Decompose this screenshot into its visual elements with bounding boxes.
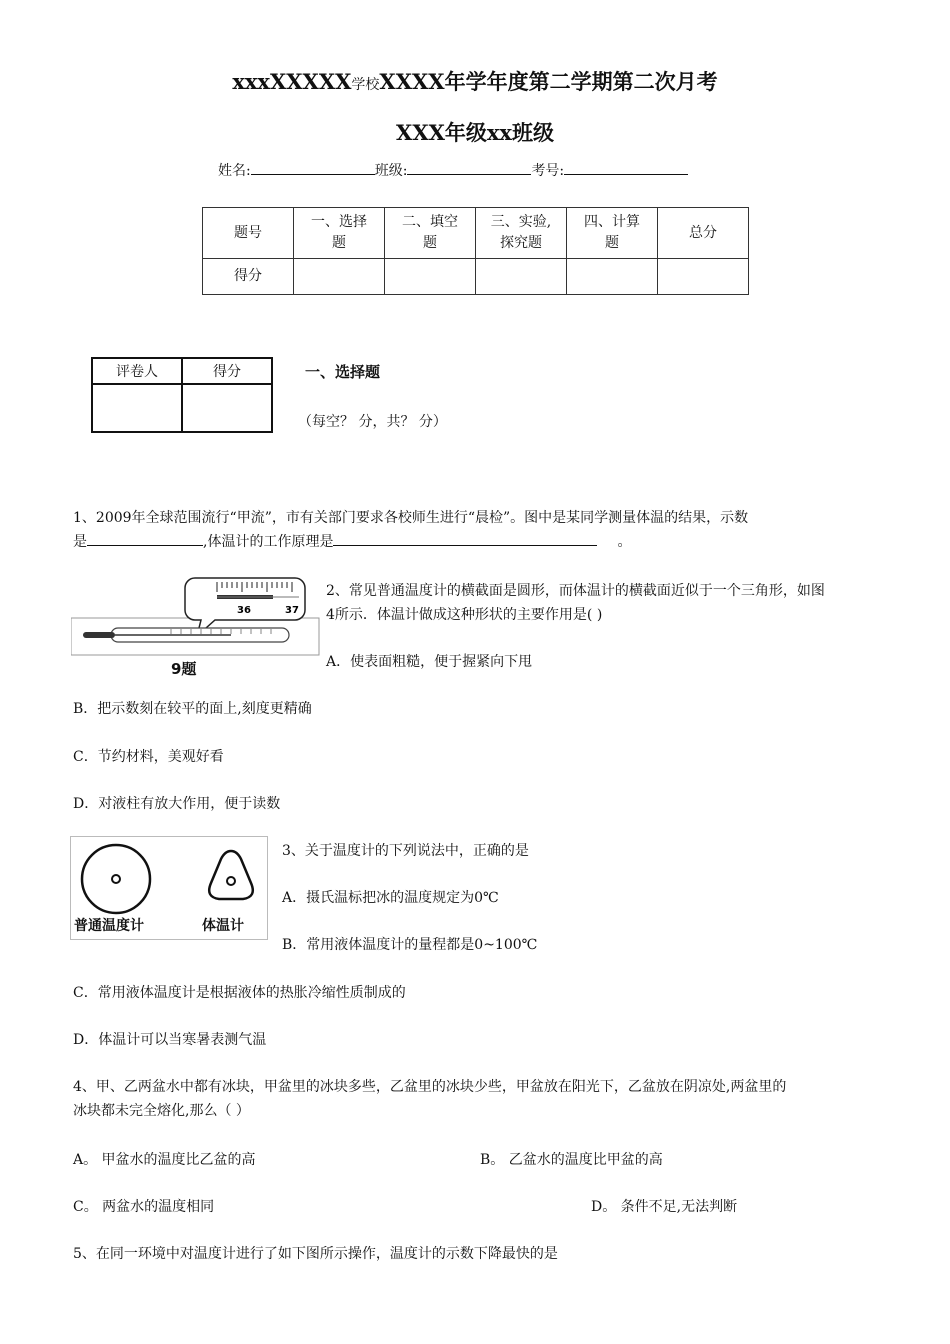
scale-label-37: 37 — [285, 605, 299, 616]
score-cell[interactable] — [658, 259, 749, 295]
question-4-option-a[interactable]: A。 甲盆水的温度比乙盆的高 — [73, 1152, 256, 1168]
question-1-line2: 是 ,体温计的工作原理是 。 — [73, 530, 883, 554]
score-table-header-row — [203, 208, 749, 259]
q1-blank-principle[interactable] — [333, 531, 597, 546]
header-cell: 题号 — [203, 208, 294, 259]
question-2-stem: 2、常见普通温度计的横截面是圆形，而体温计的横截面近似于一个三角形，如图 4所示．体温计做成这种形状的主要作用是( ) — [326, 583, 825, 623]
question-2-option-d[interactable]: D．对液柱有放大作用，便于读数 — [73, 796, 281, 812]
score-table — [202, 207, 749, 295]
question-4-option-d[interactable]: D。 条件不足,无法判断 — [591, 1199, 738, 1215]
row-label: 得分 — [203, 259, 294, 295]
name-field[interactable] — [251, 160, 375, 175]
question-3-stem: 3、关于温度计的下列说法中，正确的是 — [282, 843, 529, 859]
question-2-option-b[interactable]: B．把示数刻在较平的面上,刻度更精确 — [73, 701, 312, 717]
question-3-option-b[interactable]: B．常用液体温度计的量程都是0~100℃ — [282, 937, 538, 953]
section-title: 一、选择题 — [305, 363, 381, 381]
question-3-option-a[interactable]: A．摄氏温标把冰的温度规定为0℃ — [282, 890, 499, 906]
question-5-stem: 5、在同一环境中对温度计进行了如下图所示操作，温度计的示数下降最快的是 — [73, 1246, 558, 1262]
score-cell[interactable] — [294, 259, 385, 295]
grader-header: 评卷人 — [92, 358, 182, 384]
exam-title — [0, 66, 950, 96]
exam-no-label: 考号: — [531, 163, 565, 179]
ordinary-thermometer-caption: 普通温度计 — [74, 918, 144, 934]
class-field[interactable] — [407, 160, 531, 175]
score-cell[interactable] — [567, 259, 658, 295]
score-table-score-row — [203, 259, 749, 295]
section-note: （每空？ 分，共？ 分） — [298, 414, 447, 430]
q1-blank-reading[interactable] — [87, 531, 203, 546]
question-4-stem: 4、甲、乙两盆水中都有冰块，甲盆里的冰块多些，乙盆里的冰块少些，甲盆放在阳光下，乙盆放在阴凉处,两盆里的 冰块都未完全熔化,那么（ ） — [73, 1079, 787, 1119]
score-cell[interactable] — [385, 259, 476, 295]
header-cell: 总分 — [658, 208, 749, 259]
question-1 — [73, 506, 883, 554]
thermometer-caption: 9题 — [171, 660, 197, 678]
cross-section-figure — [70, 836, 268, 940]
question-1-line1: 1、2009年全球范围流行“甲流”，市有关部门要求各校师生进行“晨检”。图中是某同学测量体温的结果，示数 — [73, 510, 749, 526]
grader-cell[interactable] — [92, 384, 182, 432]
question-3-option-d[interactable]: D．体温计可以当寒暑表测气温 — [73, 1032, 267, 1048]
grader-score-cell[interactable] — [182, 384, 272, 432]
header-cell: 四、计算题 — [567, 208, 658, 259]
question-2-option-a[interactable]: A．使表面粗糙，便于握紧向下甩 — [326, 654, 533, 670]
title-school-name: xxxXXXXX — [232, 69, 352, 94]
question-3-option-c[interactable]: C．常用液体温度计是根据液体的热胀冷缩性质制成的 — [73, 985, 406, 1001]
title-exam-name: XXXX年学年度第二学期第二次月考 — [379, 69, 718, 94]
question-2-option-c[interactable]: C．节约材料，美观好看 — [73, 749, 224, 765]
exam-subtitle: XXX年级xx班级 — [396, 120, 554, 145]
header-cell: 二、填空题 — [385, 208, 476, 259]
header-cell: 一、选择题 — [294, 208, 385, 259]
question-4-option-b[interactable]: B。 乙盆水的温度比甲盆的高 — [480, 1152, 663, 1168]
scale-label-36: 36 — [237, 605, 251, 616]
score-cell[interactable] — [476, 259, 567, 295]
question-4-option-c[interactable]: C。 两盆水的温度相同 — [73, 1199, 215, 1215]
grader-table — [91, 357, 273, 433]
exam-no-field[interactable] — [564, 160, 688, 175]
class-label: 班级: — [374, 163, 408, 179]
title-school-word: 学校 — [351, 77, 380, 93]
header-cell: 三、实验,探究题 — [476, 208, 567, 259]
grader-score-header: 得分 — [182, 358, 272, 384]
clinical-thermometer-caption: 体温计 — [202, 918, 244, 934]
thermometer-figure — [71, 576, 321, 676]
student-info-line — [218, 160, 688, 180]
name-label: 姓名: — [218, 163, 251, 179]
